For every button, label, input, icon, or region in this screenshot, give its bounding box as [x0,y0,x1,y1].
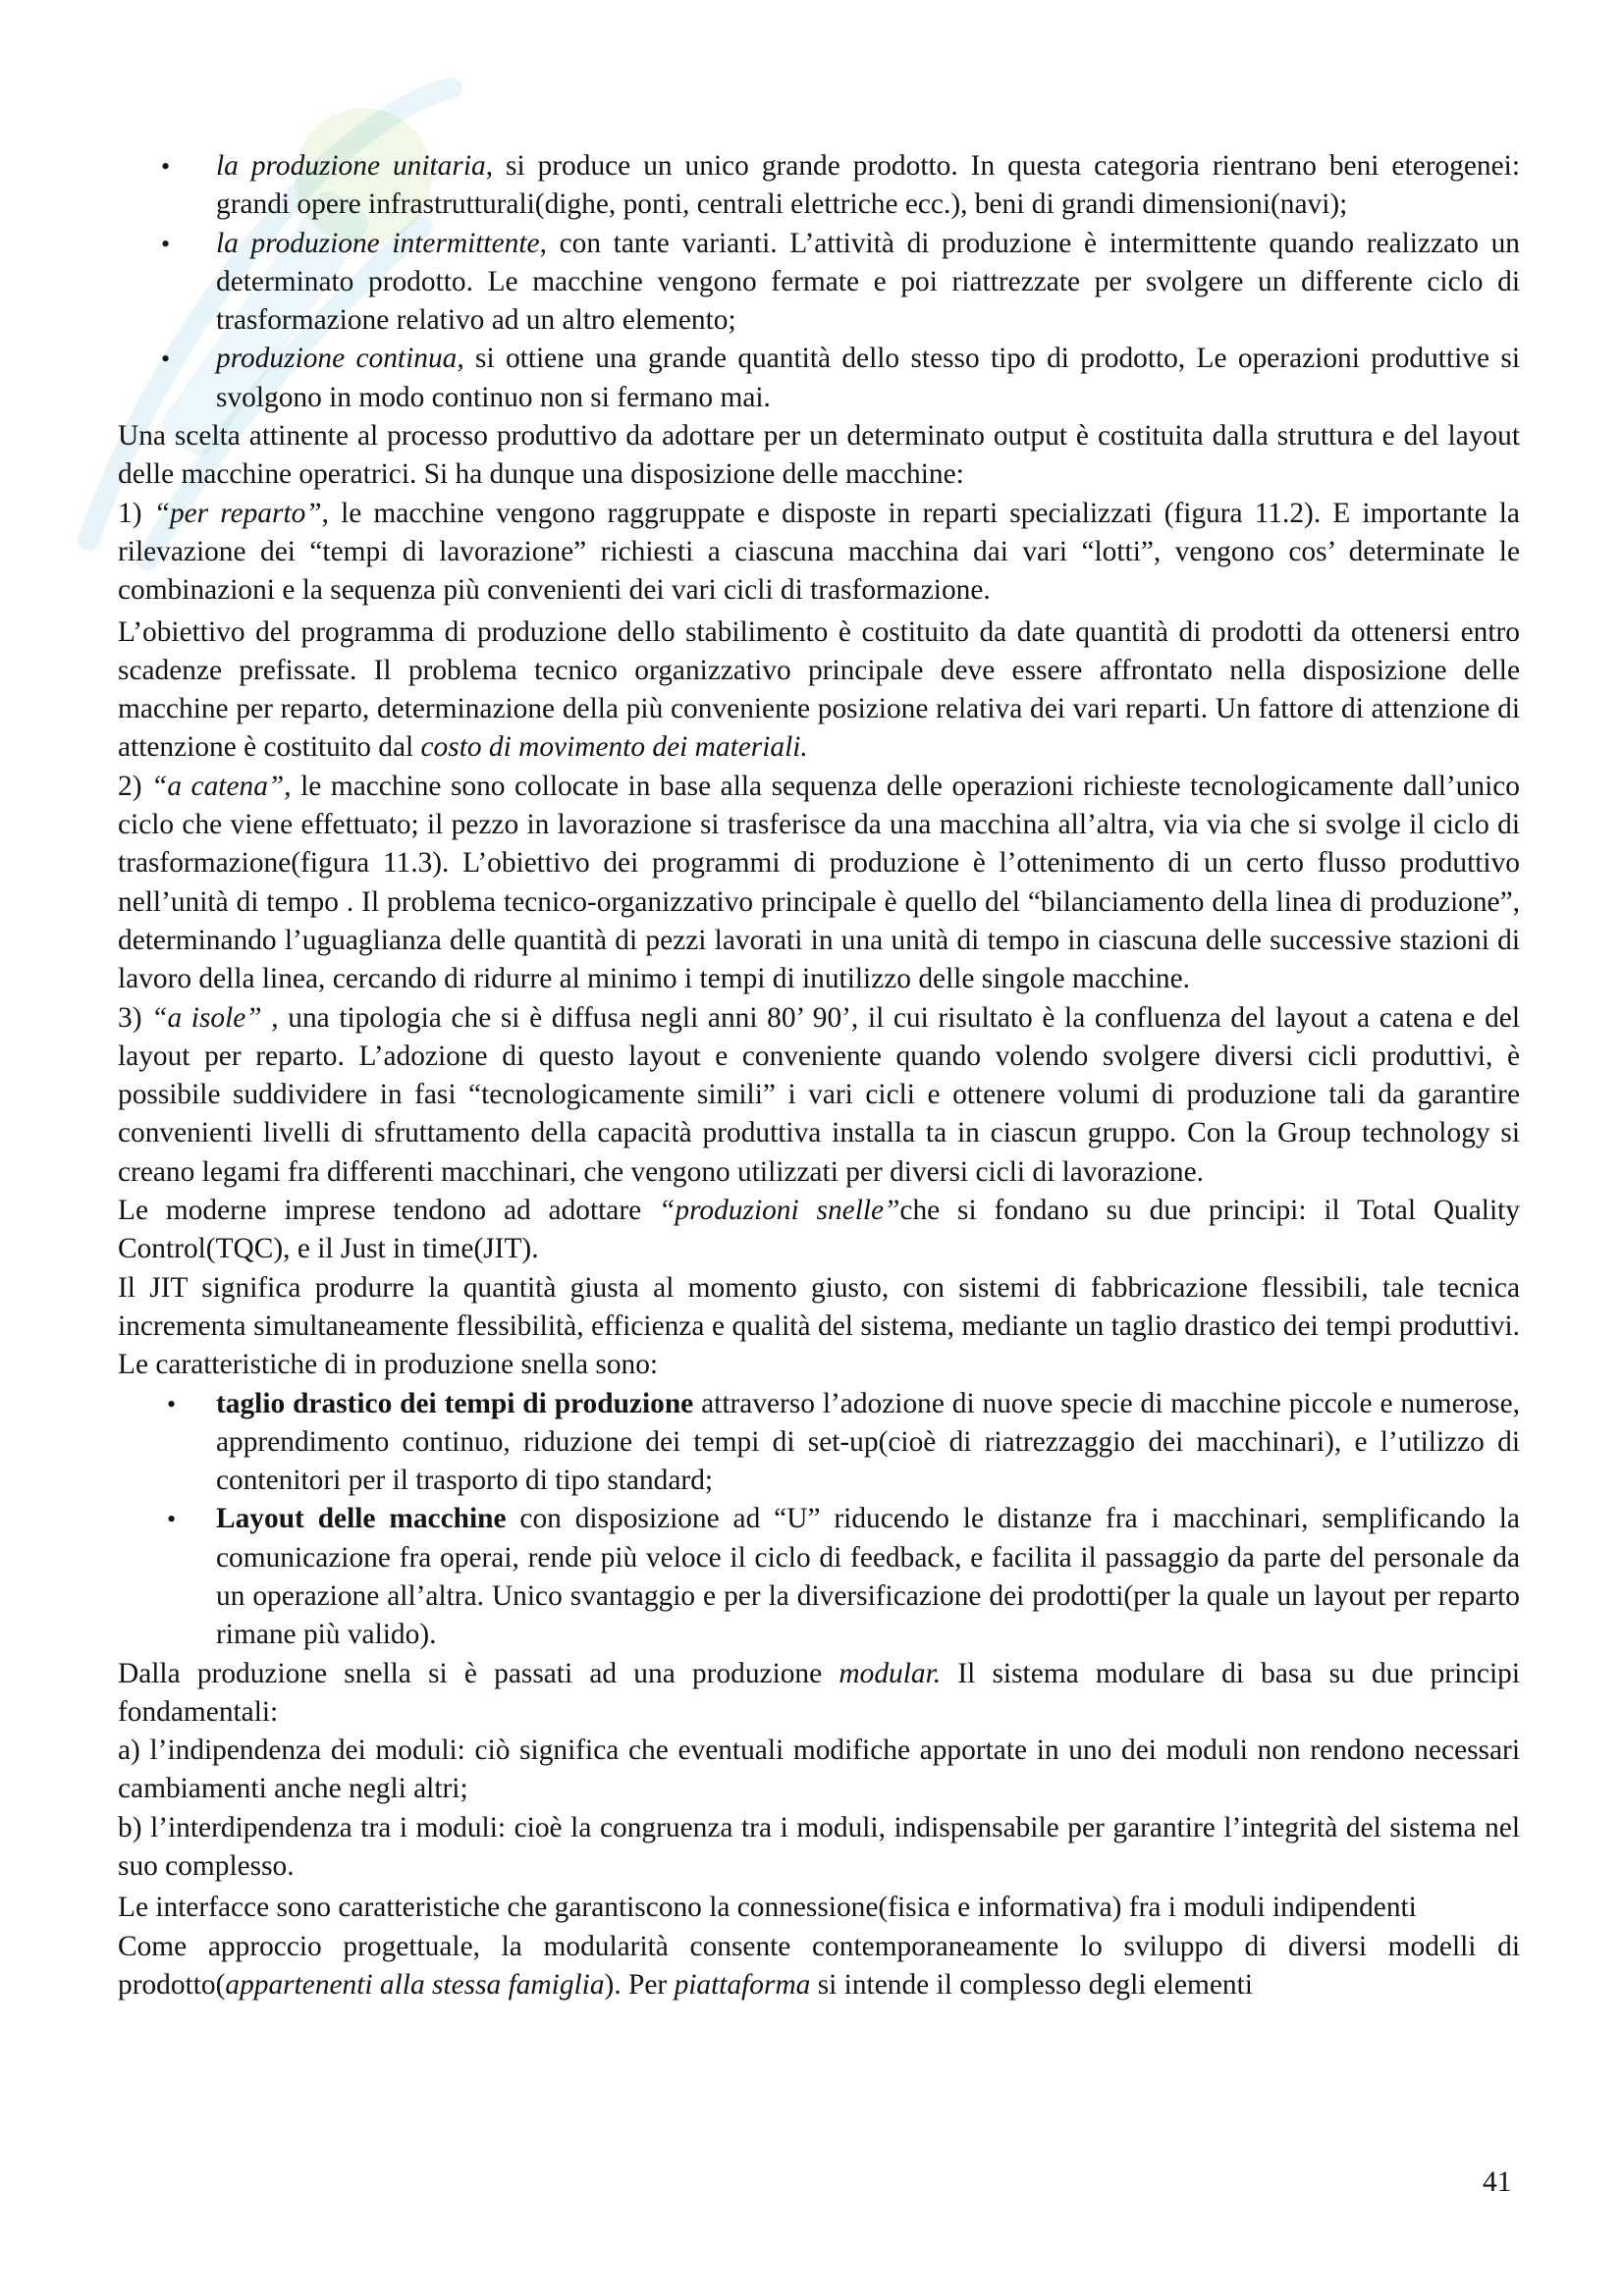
paragraph-interdipendenza: b) l’interdipendenza tra i moduli: cioè la congruenza tra i moduli, indispensabile per garantire l’integrità del sistema nel suo complesso. [118,1811,1520,1883]
paragraph-indipendenza: a) l’indipendenza dei moduli: ciò significa che eventuali modifiche apportate in uno dei moduli non rendono necessari cambiamenti anche negli altri; [118,1735,1520,1805]
production-types-list [118,147,1520,417]
bullet: • [167,1389,177,1418]
paragraph-modular: Dalla produzione snella si è passati ad una produzione modular. Il sistema modulare di basa su due principi fondamentali: [118,1657,1521,1728]
page-body [118,147,1520,2004]
paragraph-objective: L’obiettivo del programma di produzione dello stabilimento è costituito da date quantità di prodotti da ottenersi entro scadenze prefissate. Il problema tecnico organizzativo principale deve essere affrontato nella disposizione delle macchine per reparto, determinazione della più conveniente posizione relativa dei vari reparti. Un fattore di attenzione di attenzione è costituito dal costo di movimento dei materiali. [118,615,1520,764]
page-number: 41 [1483,2166,1512,2198]
bullet: • [167,1505,177,1534]
list-item: • taglio drastico dei tempi di produzione attraverso l’adozione di nuove specie di macchine piccole e numerose, apprendimento continuo, riduzione dei tempi di set-up(cioè di riatrezzaggio dei macchinari), e l’utilizzo di contenitori per il trasporto di tipo standard; [118,1385,1520,1501]
paragraph-a-isole: 3) “a isole” , una tipologia che si è diffusa negli anni 80’ 90’, il cui risultato è la confluenza del layout a catena e del layout per reparto. L’adozione di questo layout e conveniente quando volendo svolgere diversi cicli produttivi, è possibile suddividere in fasi “tecnologicamente simili” i vari cicli e ottenere volumi di produzione tali da garantire convenienti livelli di sfruttamento della capacità produttiva installa ta in ciascun gruppo. Con la Group technology si creano legami fra differenti macchinari, che vengono utilizzati per diversi cicli di lavorazione. [118,1001,1520,1188]
bullet: • [161,229,171,258]
lean-features-list [118,1385,1520,1655]
paragraph-interfacce: Le interfacce sono caratteristiche che garantiscono la connessione(fisica e informativa) fra i moduli indipendenti [118,1892,1417,1924]
bullet: • [161,345,171,374]
list-item: • Layout delle macchine con disposizione ad “U” riducendo le distanze fra i macchinari, semplificando la comunicazione fra operai, rende più veloce il ciclo di feedback, e facilita il passaggio da parte del personale da un operazione all’altra. Unico svantaggio e per la diversificazione dei prodotti(per la quale un layout per reparto rimane più valido). [118,1500,1520,1654]
paragraph-produzioni-snelle: Le moderne imprese tendono ad adottare “produzioni snelle”che si fondano su due principi: il Total Quality Control(TQC), e il Just in time(JIT). [118,1195,1520,1265]
list-item: • produzione continua, si ottiene una grande quantità dello stesso tipo di prodotto, Le operazioni produttive si svolgono in modo continuo non si fermano mai. [118,340,1520,417]
bullet: • [161,152,171,181]
paragraph-jit: Il JIT significa produrre la quantità giusta al momento giusto, con sistemi di fabbricazione flessibili, tale tecnica incrementa simultaneamente flessibilità, efficienza e qualità del sistema, mediante un taglio drastico dei tempi produttivi. Le caratteristiche di in produzione snella sono: [118,1271,1520,1381]
paragraph-piattaforma: Come approccio progettuale, la modularità consente contemporaneamente lo sviluppo di diversi modelli di prodotto(appartenenti alla stessa famiglia). Per piattaforma si intende il complesso degli elementi [118,1930,1520,2001]
paragraph-layout-intro: Una scelta attinente al processo produttivo da adottare per un determinato output è costituita dalla struttura e del layout delle macchine operatrici. Si ha dunque una disposizione delle macchine: [118,420,1520,491]
list-item: • la produzione intermittente, con tante varianti. L’attività di produzione è intermittente quando realizzato un determinato prodotto. Le macchine vengono fermate e poi riattrezzate per svolgere un differente ciclo di trasformazione relativo ad un altro elemento; [118,225,1520,341]
paragraph-a-catena: 2) “a catena”, le macchine sono collocate in base alla sequenza delle operazioni richieste tecnologicamente dall’unico ciclo che viene effettuato; il pezzo in lavorazione si trasferisce da una macchina all’altra, via via che si svolge il ciclo di trasformazione(figura 11.3). L’obiettivo dei programmi di produzione è l’ottenimento di un certo flusso produttivo nell’unità di tempo . Il problema tecnico-organizzativo principale è quello del “bilanciamento della linea di produzione”, determinando l’uguaglianza delle quantità di pezzi lavorati in una unità di tempo in ciascuna delle successive stazioni di lavoro della linea, cercando di ridurre al minimo i tempi di inutilizzo delle singole macchine. [118,770,1520,995]
paragraph-per-reparto: 1) “per reparto”, le macchine vengono raggruppate e disposte in reparti specializzati (figura 11.2). E importante la rilevazione dei “tempi di lavorazione” richiesti a ciascuna macchina dai vari “lotti”, vengono cos’ determinate le combinazioni e la sequenza più convenienti dei vari cicli di trasformazione. [118,497,1520,607]
list-item: • la produzione unitaria, si produce un unico grande prodotto. In questa categoria rientrano beni eterogenei: grandi opere infrastrutturali(dighe, ponti, centrali elettriche ecc.), beni di grandi dimensioni(navi); [118,147,1520,225]
